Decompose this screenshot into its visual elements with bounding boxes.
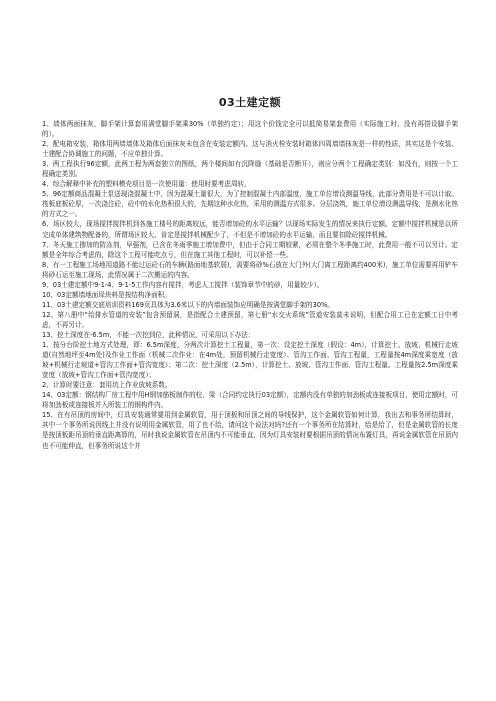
paragraph: 1、按分台阶挖土地方式处理，即：6.5m深度，分两次计算挖土工程量，第一次：设定挖土深度（假设：4m），计算挖土、放坡、机械行走坡道(自然地坪至4m处)及作业工作面（机械二次作业：在4m处，预留机械行走宽度）、管沟工作面、管沟工程量，工程量按4m深度乘宽度（放坡+机械行走坡道+管沟工作面+管沟宽度）；第二次：挖土深度（2.5m），计算挖土、放坡、管沟工作面、管沟工程量。工程量按2.5m深度乘宽度（放坡+管沟工作面+管沟宽度）； (42, 341, 458, 380)
paragraph: 10、03定额墙地面垛块料是按结构净面积。 (42, 290, 171, 299)
document-body (42, 119, 458, 451)
paragraph: 6、场区较大，现场搅拌搅拌机到各施工楼号的距离较远，能否增加砼的水平运输？以现场实际发生的情况来执行定额。定额中搅拌机械是以所完成单体建筑物配备的，所谓场区较大，肯定是搅拌机械配少了，不但是不增加砼的水平运输，而且要扣除砼搅拌机械。 (42, 220, 458, 239)
paragraph: 11、03土建定额交底培训资料169页具体为3.6米以下的内墙面装饰应明确是按满堂脚手架的30%。 (42, 300, 334, 309)
paragraph: 1、墙体两面抹灰，脚手架计算套用满堂脚手架乘30%（单独约定）；用这个价钱完全可以抵简易架套费用（实际施工时，没有再搭设脚手架的）。 (42, 120, 458, 139)
document-title: 03土建定额 (218, 96, 282, 109)
paragraph: 12、第八册中“给排水管道的安装”包含预留洞，是指配合土建预留，第七册“水交火系统”管道安装莫未说明，但配合用工已在定额工日中考虑，不再另计。 (42, 310, 458, 329)
paragraph: 9、03土建定额中9-1-4、9-1-5工作内容有搅拌，考虑人工搅拌（装饰章节中的砂，用量较少）。 (42, 280, 324, 289)
paragraph: 15、在有吊顶的房间中，灯具安装通常要用到金属软管，用于顶板和吊顶之间的导线保护，这个金属软管如何计算，我出去和事务所结算时，其中一个事务所说因线上并没有说明用金属软管，用了也不给，请问这个说法对吗?还有一个事务所在结算时，给是给了，但是金属软管的长度是按顶板距吊顶的垂直距离算的，吊时我说金属软管在吊顶内不可能垂直，因为灯具安装时要根据吊顶的情况布置灯具，再说金属软管在吊顶内也不可能伸直，但事务所说这个并 (42, 411, 458, 450)
paragraph: 14、03定额：钢结构厂房工程中用H钢加筋板制作的柱、梁（合同约定执行03定额），定额内没有单独的加劲板或连接板项目，使用定额时，可将加劲板或连接板并入所装工的钢构件内。 (42, 391, 458, 410)
paragraph: 3、两工程执行96定额，此两工程为两套独立的图纸，两个楼间如有沉降缝（基础是否断开），则应分两个工程确定类别：如没有，则按一个工程确定类别。 (42, 160, 458, 179)
paragraph: 13、挖土深度在-6.5m，不能一次挖到位，此种情况，可采用以下办法： (42, 330, 255, 339)
paragraph: 2、配电箱安装，箱体用两墙墙体及箱体后面抹灰未包含在安装定额内。这与消火栓安装时箱体四周墙墙抹灰是一样的性质，其实这是个安装、土建配合协调施工的问题，不应单独计算。 (42, 140, 458, 159)
paragraph: 7、冬天施工掺加的防冻剂，早强剂，已含在冬雨季施工增加费中，但由于合同工期较紧，必须在整个冬季施工时，此费用一般不可以另计。定额是全年综合考虑的，除这个工程可能吃点亏，但在施工其他工程时，可以补偿一些。 (42, 240, 458, 259)
paragraph: 4、综合解释中补充的塑料模壳项目是一次使用量：使用时要考虑周转。 (42, 180, 251, 189)
paragraph: 8、有一工程施工场地用道路不能过运砼石的车辆(路面地基软弱)，需要将砂%石放在大门外(大门离工程距离约400米)，施工单位需要再用铲车将砂石运至施工现场，此情况属于二次搬运的内容。 (42, 260, 458, 279)
paragraph: 2、计算时要注意：套用坑上作业放坡系数。 (42, 381, 172, 390)
paragraph: 5、96定额商品混凝土泵送现浇混凝土中，因为混凝土量很大，为了控制混凝土内部温度，施工单位增设测温导线，此部分费用是不可以计取。筏板底板砼厚，一次浇注砼，砼中的水化热积很大的，先期这种水化热，采用的测温方式很多。分层浇筑，施工单位增设测温导线，是测水化热的方式之一。 (42, 190, 458, 219)
